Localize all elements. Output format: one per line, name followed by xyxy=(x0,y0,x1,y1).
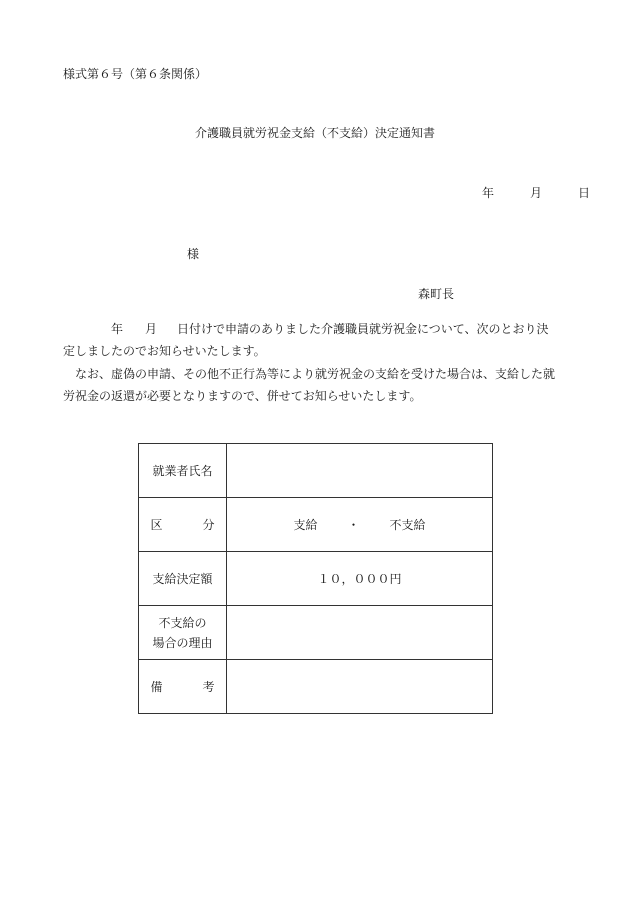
worker-name-value xyxy=(227,444,493,498)
p1-month-label: 月 xyxy=(145,322,158,336)
form-number: 様式第６号（第６条関係） xyxy=(63,67,208,81)
remarks-label: 備 考 xyxy=(139,660,227,714)
p1-year-label: 年 xyxy=(111,322,124,336)
date-day-label: 日 xyxy=(578,186,591,200)
non-payment-reason-label-line-2: 場合の理由 xyxy=(152,635,213,650)
issuer-name: 森町長 xyxy=(418,287,455,301)
remarks-value xyxy=(227,660,493,714)
p2-line-1-text: なお、虚偽の申請、その他不正行為等により就労祝金の支給を受けた場合は、支給した就 xyxy=(75,367,556,381)
body-paragraph-2 xyxy=(63,363,583,407)
category-option-nopay: 不支給 xyxy=(389,517,426,532)
addressee-honorific: 様 xyxy=(187,247,200,261)
body-paragraph-1 xyxy=(63,318,583,362)
table-row xyxy=(139,552,493,606)
amount-label: 支給決定額 xyxy=(139,552,227,606)
non-payment-reason-value xyxy=(227,606,493,660)
non-payment-reason-label-line-1: 不支給の xyxy=(158,615,207,630)
table-row xyxy=(139,444,493,498)
non-payment-reason-label xyxy=(139,606,227,660)
category-value xyxy=(227,498,493,552)
category-separator: ・ xyxy=(347,517,360,532)
category-label: 区 分 xyxy=(139,498,227,552)
date-month-label: 月 xyxy=(530,186,543,200)
body-paragraph-1-line-2: 定しましたのでお知らせいたします。 xyxy=(63,344,266,358)
body-paragraph-1-line-1 xyxy=(63,318,583,340)
p1-line-1-text: 日付けで申請のありました介護職員就労祝金について、次のとおり決 xyxy=(177,322,549,336)
table-row xyxy=(139,606,493,660)
worker-name-label: 就業者氏名 xyxy=(139,444,227,498)
table-row xyxy=(139,498,493,552)
body-paragraph-2-line-1 xyxy=(63,363,583,385)
document-title: 介護職員就労祝金支給（不支給）決定通知書 xyxy=(194,126,435,140)
table-row xyxy=(139,660,493,714)
date-line xyxy=(482,187,590,199)
amount-value: １０，０００円 xyxy=(227,552,493,606)
decision-table xyxy=(138,443,493,714)
body-paragraph-2-line-2: 労祝金の返還が必要となりますので、併せてお知らせいたします。 xyxy=(63,389,422,403)
date-year-label: 年 xyxy=(482,186,495,200)
category-option-pay: 支給 xyxy=(293,517,318,532)
